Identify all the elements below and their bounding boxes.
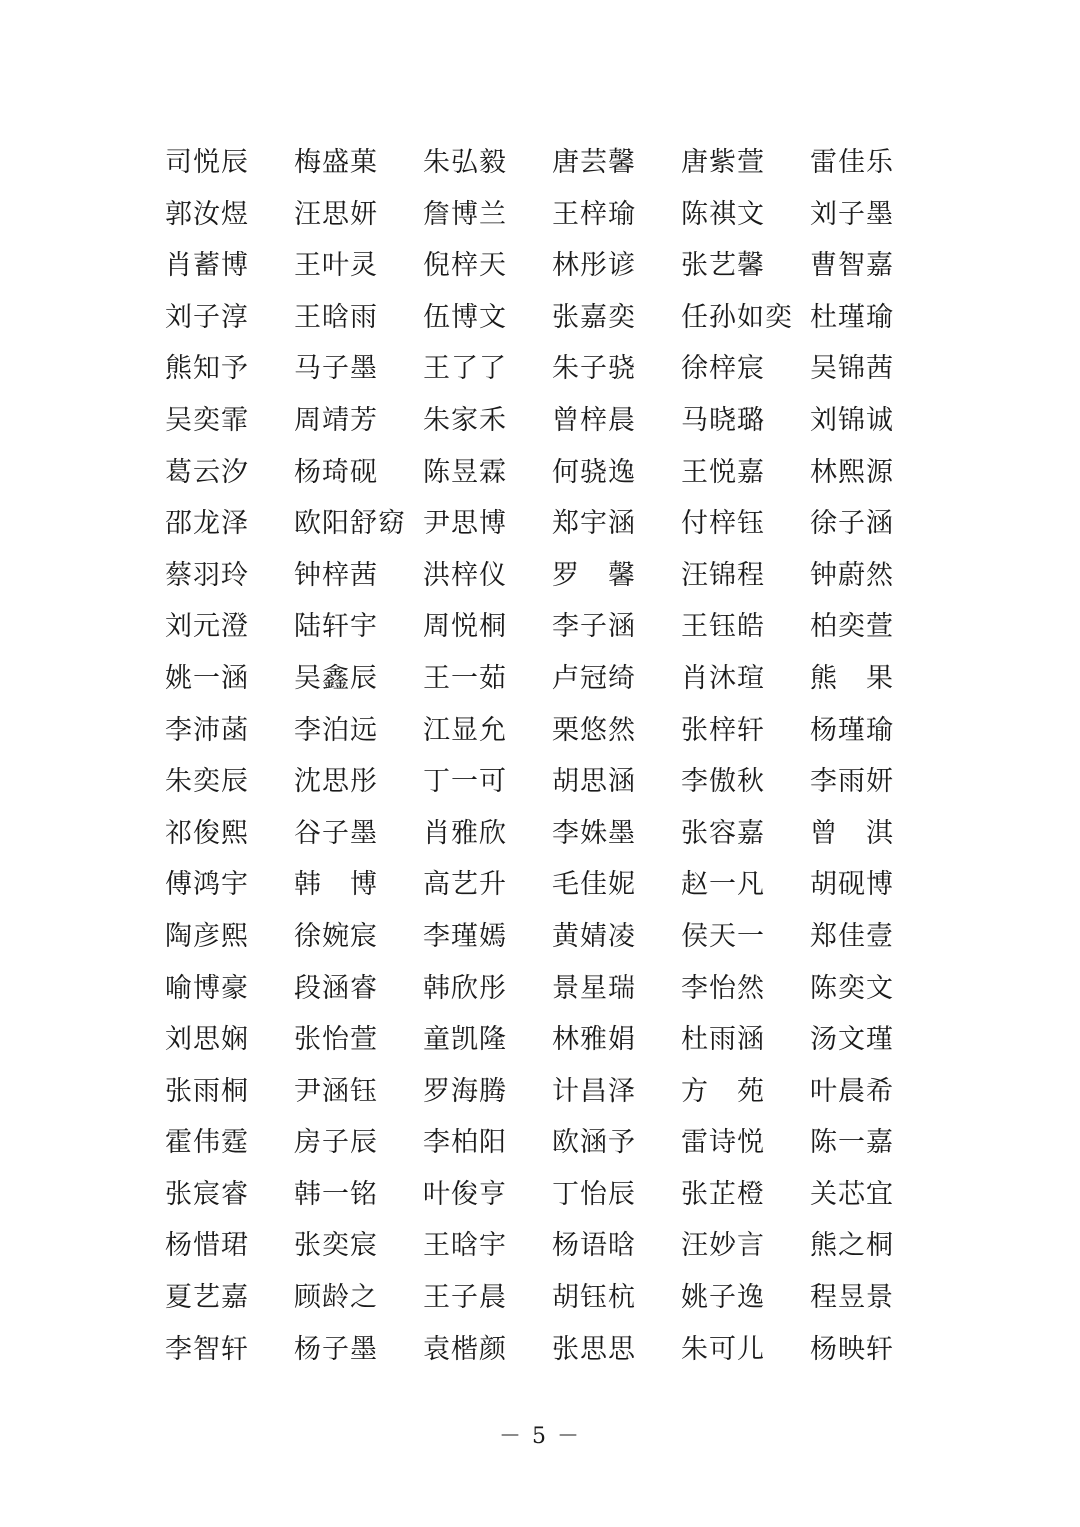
name-cell: 张艺馨 [681, 250, 765, 282]
name-cell: 侯天一 [681, 920, 765, 952]
name-cell: 李瑾嫣 [423, 920, 507, 952]
name-cell: 雷诗悦 [681, 1127, 765, 1159]
name-cell: 熊知予 [165, 353, 249, 385]
name-cell: 计昌泽 [552, 1075, 636, 1107]
name-cell: 杨映轩 [810, 1333, 894, 1365]
name-cell: 李怡然 [681, 972, 765, 1004]
name-cell: 朱可儿 [681, 1333, 765, 1365]
name-cell: 肖雅欣 [423, 817, 507, 849]
name-cell: 谷子墨 [294, 817, 378, 849]
name-cell: 王钰皓 [681, 611, 765, 643]
name-cell: 雷佳乐 [810, 147, 894, 178]
name-cell: 李雨妍 [810, 766, 894, 798]
name-cell: 杨子墨 [294, 1333, 378, 1365]
name-cell: 陆轩宇 [294, 611, 378, 643]
name-cell: 李沛菡 [165, 714, 249, 746]
name-cell: 吴锦茜 [810, 353, 894, 385]
name-cell: 曾 淇 [810, 817, 894, 849]
name-cell: 卢冠绮 [552, 662, 636, 694]
name-cell: 胡砚博 [810, 869, 894, 901]
name-cell: 李柏阳 [423, 1127, 507, 1159]
name-cell: 李子涵 [552, 611, 636, 643]
name-cell: 王了了 [423, 353, 507, 385]
name-cell: 张芷橙 [681, 1178, 765, 1210]
name-cell: 刘思娴 [165, 1024, 249, 1056]
name-cell: 杜雨涵 [681, 1024, 765, 1056]
name-cell: 熊之桐 [810, 1230, 894, 1262]
name-cell: 霍伟霆 [165, 1127, 249, 1159]
name-cell: 王叶灵 [294, 250, 378, 282]
name-cell: 王悦嘉 [681, 456, 765, 488]
name-cell: 江显允 [423, 714, 507, 746]
name-cell: 郑宇涵 [552, 508, 636, 540]
name-cell: 葛云汐 [165, 456, 249, 488]
name-cell: 伍博文 [423, 301, 507, 333]
name-cell: 韩欣彤 [423, 972, 507, 1004]
name-cell: 陈昱霖 [423, 456, 507, 488]
name-cell: 罗 馨 [552, 559, 636, 591]
name-cell: 陈祺文 [681, 198, 765, 230]
name-cell: 喻博豪 [165, 972, 249, 1004]
name-cell: 刘子墨 [810, 198, 894, 230]
name-cell: 林彤谚 [552, 250, 636, 282]
name-cell: 李傲秋 [681, 766, 765, 798]
name-cell: 欧涵予 [552, 1127, 636, 1159]
name-cell: 马子墨 [294, 353, 378, 385]
name-cell: 杨琦砚 [294, 456, 378, 488]
name-cell: 肖蓄博 [165, 250, 249, 282]
name-cell: 林熙源 [810, 456, 894, 488]
name-cell: 程昱景 [810, 1282, 894, 1314]
name-cell: 钟蔚然 [810, 559, 894, 591]
name-cell: 关芯宜 [810, 1178, 894, 1210]
name-cell: 王梓瑜 [552, 198, 636, 230]
name-cell: 刘元澄 [165, 611, 249, 643]
name-cell: 周悦桐 [423, 611, 507, 643]
name-cell: 姚子逸 [681, 1282, 765, 1314]
name-cell: 王晗雨 [294, 301, 378, 333]
name-cell: 徐子涵 [810, 508, 894, 540]
name-cell: 徐梓宸 [681, 353, 765, 385]
name-cell: 马晓璐 [681, 404, 765, 436]
name-cell: 朱子骁 [552, 353, 636, 385]
name-cell: 李智轩 [165, 1333, 249, 1365]
name-cell: 张梓轩 [681, 714, 765, 746]
name-cell: 段涵睿 [294, 972, 378, 1004]
name-cell: 胡思涵 [552, 766, 636, 798]
name-cell: 姚一涵 [165, 662, 249, 694]
names-grid [165, 137, 925, 1375]
name-cell: 司悦辰 [165, 147, 249, 178]
name-cell: 洪梓仪 [423, 559, 507, 591]
name-cell: 唐紫萱 [681, 147, 765, 178]
name-cell: 张宸睿 [165, 1178, 249, 1210]
name-cell: 韩一铭 [294, 1178, 378, 1210]
name-cell: 童凯隆 [423, 1024, 507, 1056]
name-cell: 詹博兰 [423, 198, 507, 230]
name-cell: 蔡羽玲 [165, 559, 249, 591]
name-cell: 梅盛菓 [294, 147, 378, 178]
name-cell: 陈奕文 [810, 972, 894, 1004]
name-cell: 王子晨 [423, 1282, 507, 1314]
name-cell: 柏奕萱 [810, 611, 894, 643]
name-cell: 张容嘉 [681, 817, 765, 849]
name-cell: 汤文瑾 [810, 1024, 894, 1056]
name-cell: 尹涵钰 [294, 1075, 378, 1107]
name-cell: 李姝墨 [552, 817, 636, 849]
name-cell: 丁怡辰 [552, 1178, 636, 1210]
name-cell: 方 苑 [681, 1075, 765, 1107]
name-cell: 钟梓茜 [294, 559, 378, 591]
name-cell: 叶晨希 [810, 1075, 894, 1107]
name-cell: 杨瑾瑜 [810, 714, 894, 746]
name-cell: 杨惜珺 [165, 1230, 249, 1262]
page-number: － 5 － [499, 1424, 581, 1449]
name-cell: 刘锦诚 [810, 404, 894, 436]
name-cell: 林雅娟 [552, 1024, 636, 1056]
name-cell: 张思思 [552, 1333, 636, 1365]
name-cell: 肖沐瑄 [681, 662, 765, 694]
name-cell: 任孙如奕 [681, 301, 793, 333]
name-cell: 倪梓天 [423, 250, 507, 282]
name-cell: 郭汝煜 [165, 198, 249, 230]
name-cell: 汪锦程 [681, 559, 765, 591]
name-cell: 王一茹 [423, 662, 507, 694]
name-cell: 王晗宇 [423, 1230, 507, 1262]
name-cell: 沈思彤 [294, 766, 378, 798]
name-cell: 夏艺嘉 [165, 1282, 249, 1314]
name-cell: 杨语晗 [552, 1230, 636, 1262]
name-cell: 徐婉宸 [294, 920, 378, 952]
name-cell: 朱弘毅 [423, 147, 507, 178]
name-cell: 周靖芳 [294, 404, 378, 436]
name-cell: 张奕宸 [294, 1230, 378, 1262]
name-cell: 唐芸馨 [552, 147, 636, 178]
name-cell: 吴鑫辰 [294, 662, 378, 694]
name-cell: 赵一凡 [681, 869, 765, 901]
name-cell: 朱家禾 [423, 404, 507, 436]
name-cell: 房子辰 [294, 1127, 378, 1159]
name-cell: 景星瑞 [552, 972, 636, 1004]
name-cell: 韩 博 [294, 869, 378, 901]
name-cell: 叶俊亨 [423, 1178, 507, 1210]
name-cell: 欧阳舒窈 [294, 508, 406, 540]
name-cell: 吴奕霏 [165, 404, 249, 436]
name-cell: 李泊远 [294, 714, 378, 746]
name-cell: 张雨桐 [165, 1075, 249, 1107]
name-cell: 丁一可 [423, 766, 507, 798]
name-cell: 黄婧凌 [552, 920, 636, 952]
name-cell: 袁楷颜 [423, 1333, 507, 1365]
name-cell: 汪思妍 [294, 198, 378, 230]
name-cell: 栗悠然 [552, 714, 636, 746]
name-cell: 祁俊熙 [165, 817, 249, 849]
name-cell: 高艺升 [423, 869, 507, 901]
name-cell: 刘子淳 [165, 301, 249, 333]
name-cell: 熊 果 [810, 662, 894, 694]
name-cell: 朱奕辰 [165, 766, 249, 798]
name-cell: 曹智嘉 [810, 250, 894, 282]
name-cell: 何骁逸 [552, 456, 636, 488]
name-cell: 陈一嘉 [810, 1127, 894, 1159]
name-cell: 张怡萱 [294, 1024, 378, 1056]
name-cell: 罗海腾 [423, 1075, 507, 1107]
name-cell: 陶彦熙 [165, 920, 249, 952]
name-cell: 尹思博 [423, 508, 507, 540]
name-cell: 顾龄之 [294, 1282, 378, 1314]
name-cell: 张嘉奕 [552, 301, 636, 333]
name-cell: 邵龙泽 [165, 508, 249, 540]
name-cell: 曾梓晨 [552, 404, 636, 436]
name-cell: 郑佳壹 [810, 920, 894, 952]
name-cell: 汪妙言 [681, 1230, 765, 1262]
name-cell: 傅鸿宇 [165, 869, 249, 901]
name-cell: 胡钰杭 [552, 1282, 636, 1314]
name-cell: 杜瑾瑜 [810, 301, 894, 333]
name-cell: 付梓钰 [681, 508, 765, 540]
name-cell: 毛佳妮 [552, 869, 636, 901]
